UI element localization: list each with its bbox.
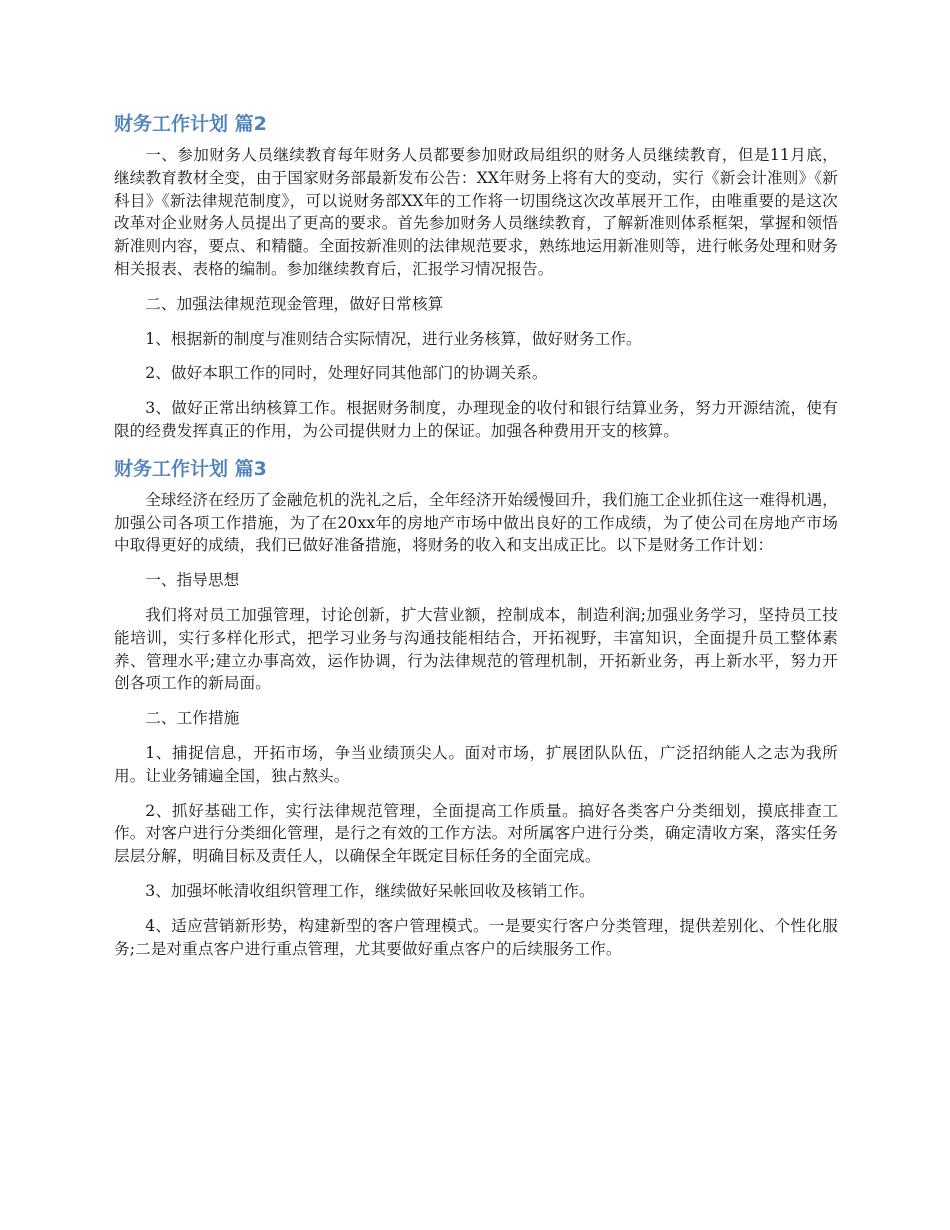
paragraph: 一、指导思想: [145, 571, 240, 590]
paragraph: 1、根据新的制度与准则结合实际情况，进行业务核算，做好财务工作。: [145, 329, 642, 348]
paragraph: 一、参加财务人员继续教育每年财务人员都要参加财政局组织的财务人员继续教育，但是11月底，继续教育教材全变，由于国家财务部最新发布公告：XX年财务上将有大的变动，实行《新会计准则》《新科目》《新法律规范制度》，可以说财务部XX年的工作将一切围绕这次改革展开工作，由唯重要的是这次改革对企业财务人员提出了更高的要求。首先参加财务人员继续教育，了解新准则体系框架，掌握和领悟新准则内容，要点、和精髓。全面按新准则的法律规范要求，熟练地运用新准则等，进行帐务处理和财务相关报表、表格的编制。参加继续教育后，汇报学习情况报告。: [114, 146, 838, 278]
paragraph: 3、加强坏帐清收组织管理工作，继续做好呆帐回收及核销工作。: [145, 881, 595, 900]
section-title: 财务工作计划 篇2: [114, 113, 267, 135]
paragraph: 2、做好本职工作的同时，处理好同其他部门的协调关系。: [145, 364, 548, 383]
paragraph: 4、适应营销新形势，构建新型的客户管理模式。一是要实行客户分类管理，提供差别化、个性化服务;二是对重点客户进行重点管理，尤其要做好重点客户的后续服务工作。: [114, 916, 838, 958]
paragraph: 全球经济在经历了金融危机的洗礼之后，全年经济开始缓慢回升，我们施工企业抓住这一难得机遇，加强公司各项工作措施，为了在20xx年的房地产市场中做出良好的工作成绩，为了使公司在房地产市场中取得更好的成绩，我们已做好准备措施，将财务的收入和支出成正比。以下是财务工作计划：: [114, 490, 838, 555]
paragraph: 1、捕捉信息，开拓市场，争当业绩顶尖人。面对市场，扩展团队队伍，广泛招纳能人之志为我所用。让业务铺遍全国，独占熬头。: [114, 743, 838, 785]
paragraph: 二、加强法律规范现金管理，做好日常核算: [145, 294, 444, 313]
paragraph: 3、做好正常出纳核算工作。根据财务制度，办理现金的收付和银行结算业务，努力开源结流，使有限的经费发挥真正的作用，为公司提供财力上的保证。加强各种费用开支的核算。: [114, 399, 838, 440]
document-page: [114, 110, 838, 972]
section-title: 财务工作计划 篇3: [114, 457, 267, 480]
paragraph: 2、抓好基础工作，实行法律规范管理，全面提高工作质量。搞好各类客户分类细划，摸底排查工作。对客户进行分类细化管理，是行之有效的工作方法。对所属客户进行分类，确定清收方案，落实任务层层分解，明确目标及责任人，以确保全年既定目标任务的全面完成。: [114, 801, 838, 866]
paragraph: 二、工作措施: [145, 709, 240, 728]
paragraph: 我们将对员工加强管理，讨论创新，扩大营业额，控制成本，制造利润;加强业务学习，坚持员工技能培训，实行多样化形式，把学习业务与沟通技能相结合，开拓视野，丰富知识，全面提升员工整体素养、管理水平;建立办事高效，运作协调，行为法律规范的管理机制，开拓新业务，再上新水平，努力开创各项工作的新局面。: [114, 605, 838, 693]
